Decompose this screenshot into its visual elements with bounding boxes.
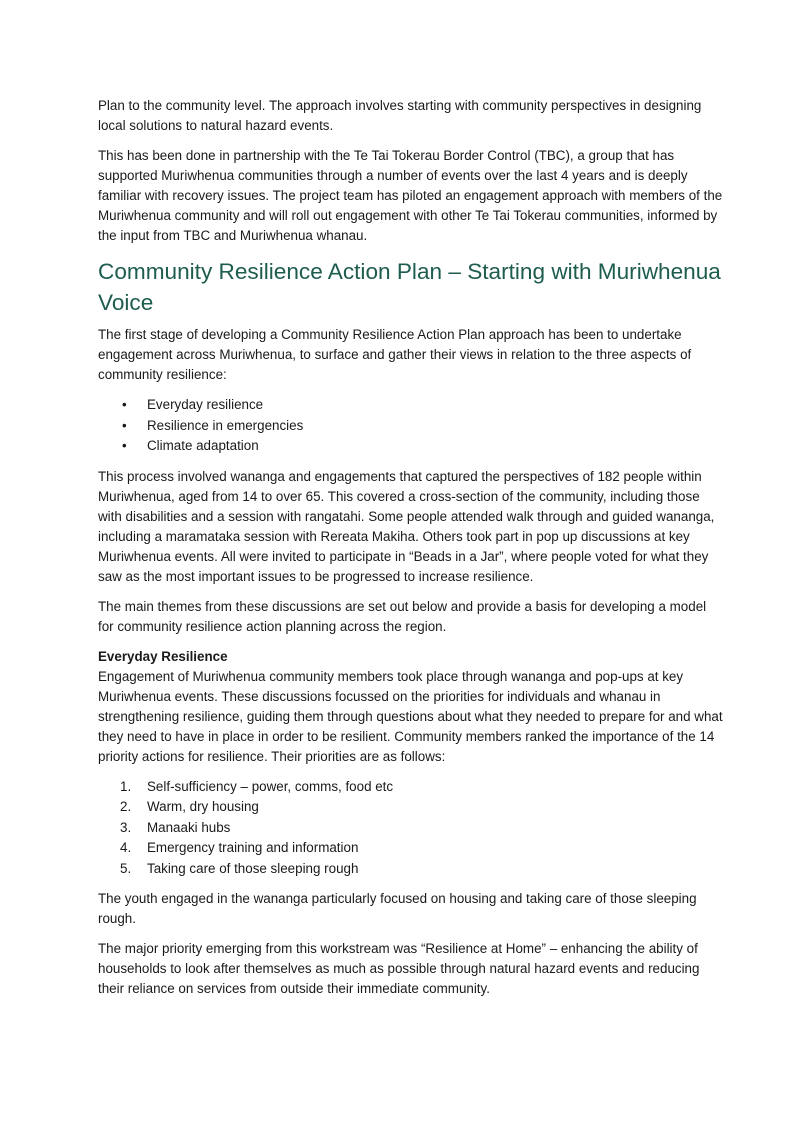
list-item-text: Everyday resilience bbox=[147, 397, 264, 412]
bullet-marker: • bbox=[122, 438, 127, 453]
list-item bbox=[98, 859, 724, 880]
engagement-paragraph: Engagement of Muriwhenua community members took place through wananga and pop-ups at key Muriwhenua events. These discussions focussed on the priorities for individuals and whanau in strengthening resilience, guiding them through questions about what they needed to prepare for and what they need to have in place in order to be resilient. Community members ranked the importance of the 14 priority actions for resilience. Their priorities are as follows: bbox=[98, 668, 723, 764]
list-item-text: Warm, dry housing bbox=[147, 799, 259, 814]
list-item bbox=[98, 838, 724, 859]
list-item bbox=[98, 777, 724, 798]
list-item bbox=[98, 395, 724, 416]
list-item-text: Manaaki hubs bbox=[147, 819, 231, 835]
list-number: 1. bbox=[120, 778, 132, 794]
youth-paragraph: The youth engaged in the wananga particularly focused on housing and taking care of those sleeping rough. bbox=[98, 891, 697, 926]
list-item-text: Taking care of those sleeping rough bbox=[147, 860, 359, 876]
list-item-text: Climate adaptation bbox=[147, 438, 259, 453]
subheading-everyday-resilience: Everyday Resilience bbox=[98, 648, 228, 664]
list-item-text: Self-sufficiency – power, comms, food etc bbox=[147, 778, 394, 794]
section-heading: Community Resilience Action Plan – Starting with Muriwhenua Voice bbox=[98, 259, 721, 315]
list-item bbox=[98, 818, 724, 839]
document-page bbox=[98, 96, 724, 1009]
list-item-text: Resilience in emergencies bbox=[147, 417, 304, 433]
first-stage-paragraph: The first stage of developing a Community Resilience Action Plan approach has been to undertake engagement across Muriwhenua, to surface and gather their views in relation to the three aspects of community resilience: bbox=[98, 327, 692, 382]
list-item bbox=[98, 416, 724, 437]
priorities-list bbox=[98, 777, 724, 880]
partnership-paragraph: This has been done in partnership with the Te Tai Tokerau Border Control (TBC), a group that has supported Muriwhenua communities through a number of events over the last 4 years and is deeply familiar with recovery issues. The project team has piloted an engagement approach with members of the Muriwhenua community and will roll out engagement with other Te Tai Tokerau communities, informed by the input from TBC and Muriwhenua whanau. bbox=[98, 148, 723, 243]
list-number: 2. bbox=[120, 799, 132, 814]
list-item bbox=[98, 436, 724, 457]
list-item-text: Emergency training and information bbox=[147, 840, 359, 855]
process-paragraph: This process involved wananga and engagements that captured the perspectives of 182 people within Muriwhenua, aged from 14 to over 65. This covered a cross-section of the community, including those with disabilities and a session with rangatahi. Some people attended walk through and guided wananga, including a maramataka session with Rereata Makiha. Others took part in pop up discussions at key Muriwhenua events. All were invited to participate in “Beads in a Jar”, where people voted for what they saw as the most important issues to be progressed to increase resilience. bbox=[98, 468, 715, 584]
major-priority-paragraph: The major priority emerging from this workstream was “Resilience at Home” – enhancing the ability of households to look after themselves as much as possible through natural hazard events and reducing their reliance on services from outside their immediate community. bbox=[98, 941, 700, 996]
list-number: 5. bbox=[120, 860, 132, 876]
bullet-marker: • bbox=[122, 397, 127, 412]
bullet-marker: • bbox=[122, 417, 127, 433]
intro-paragraph: Plan to the community level. The approach involves starting with community perspectives in designing local solutions to natural hazard events. bbox=[98, 98, 702, 133]
aspects-list bbox=[98, 395, 724, 457]
list-number: 3. bbox=[120, 819, 132, 835]
list-number: 4. bbox=[120, 840, 132, 855]
themes-paragraph: The main themes from these discussions are set out below and provide a basis for developing a model for community resilience action planning across the region. bbox=[98, 598, 707, 634]
list-item bbox=[98, 797, 724, 818]
